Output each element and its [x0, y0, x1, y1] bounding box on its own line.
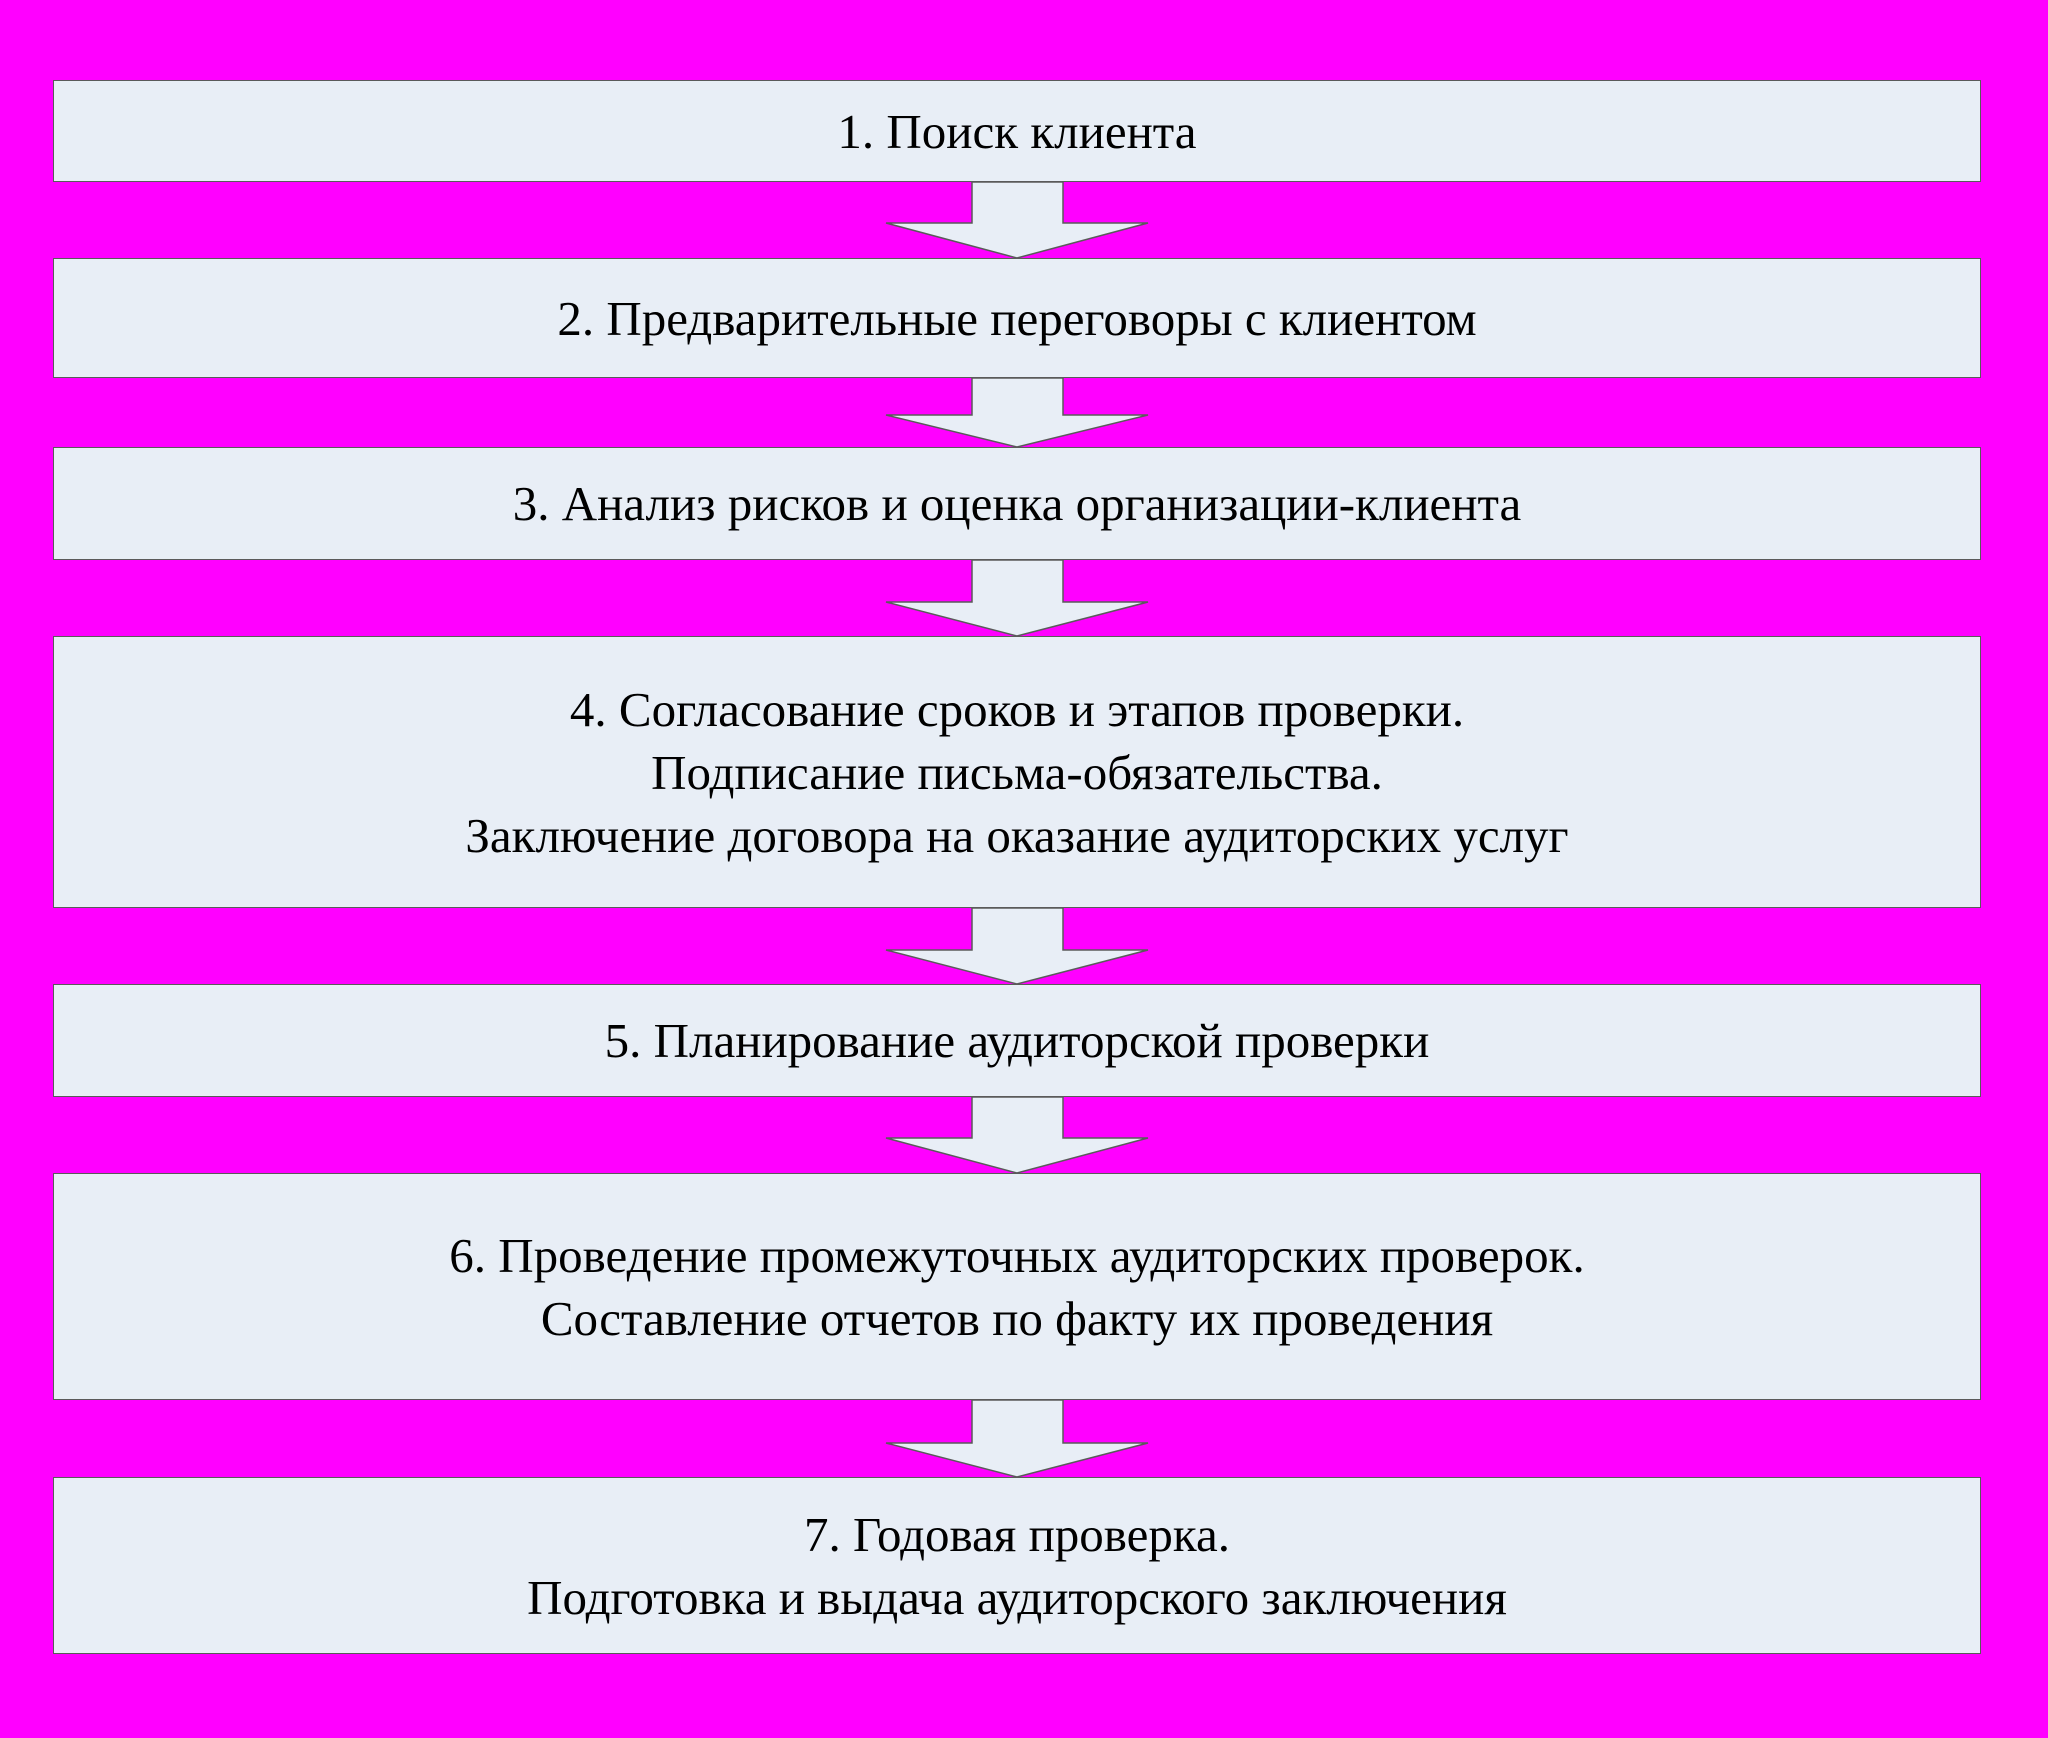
step-4-line-2: Подписание письма-обязательства.: [651, 744, 1383, 800]
step-box-1: [53, 80, 1981, 182]
step-box-2: [53, 258, 1981, 378]
step-2-line-1: 2. Предварительные переговоры с клиентом: [557, 290, 1477, 346]
down-arrow-icon: [886, 1400, 1148, 1477]
step-box-5: [53, 984, 1981, 1097]
down-arrow-icon: [886, 182, 1148, 258]
step-box-7: [53, 1477, 1981, 1654]
step-box-4: [53, 636, 1981, 908]
down-arrow-icon: [886, 378, 1148, 447]
step-6-line-1: 6. Проведение промежуточных аудиторских проверок.: [449, 1227, 1585, 1283]
down-arrow-icon: [886, 560, 1148, 636]
step-1-line-1: 1. Поиск клиента: [837, 103, 1197, 159]
step-5-line-1: 5. Планирование аудиторской проверки: [604, 1013, 1430, 1068]
step-4-line-3: Заключение договора на оказание аудиторских услуг: [465, 807, 1569, 863]
step-3-line-1: 3. Анализ рисков и оценка организации-клиента: [512, 476, 1522, 531]
step-6-line-2: Составление отчетов по факту их проведения: [540, 1290, 1494, 1346]
step-7-line-1: 7. Годовая проверка.: [804, 1506, 1230, 1562]
step-box-6: [53, 1173, 1981, 1400]
step-4-line-1: 4. Согласование сроков и этапов проверки.: [569, 681, 1465, 737]
step-box-3: [53, 447, 1981, 560]
down-arrow-icon: [886, 1097, 1148, 1173]
down-arrow-icon: [886, 908, 1148, 984]
step-7-line-2: Подготовка и выдача аудиторского заключения: [527, 1569, 1507, 1625]
